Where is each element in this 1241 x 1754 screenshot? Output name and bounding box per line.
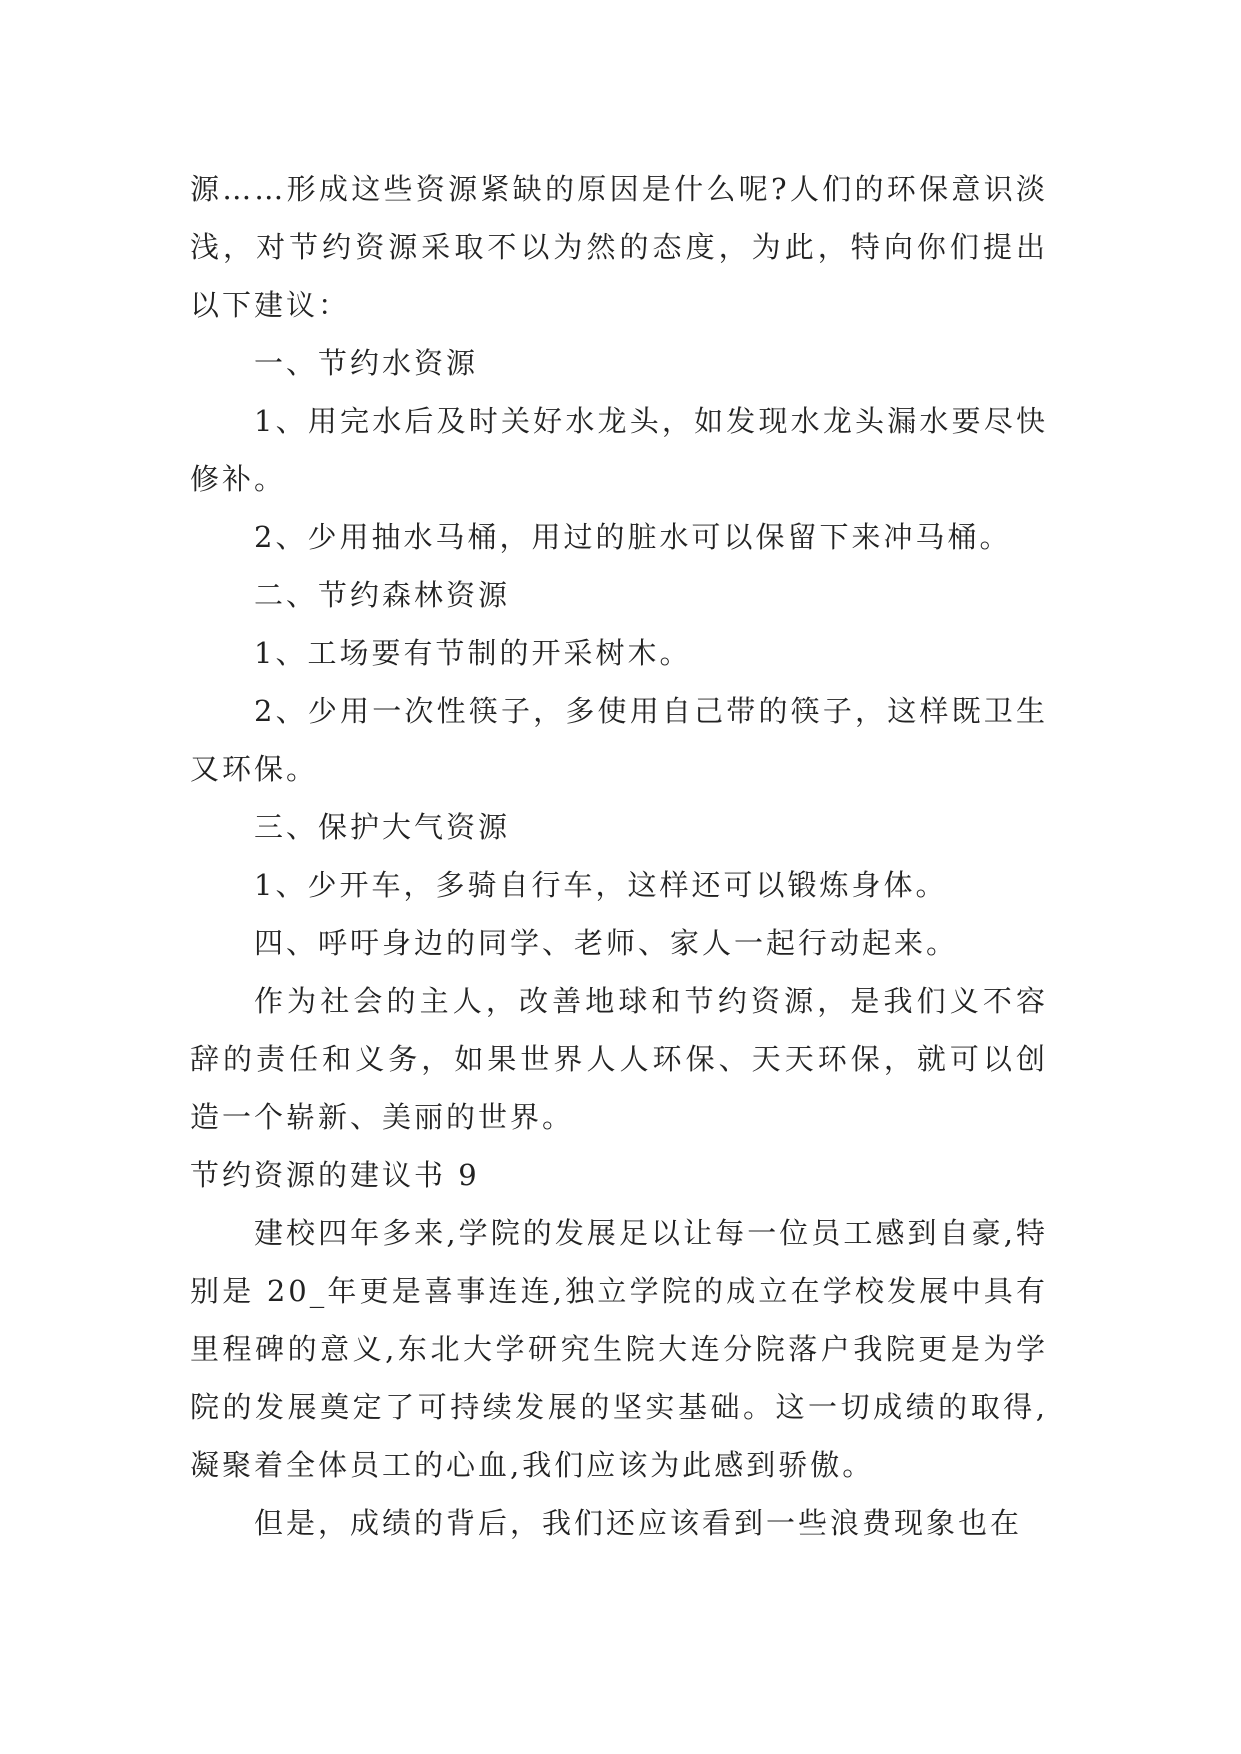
list-item-water-1: 1、用完水后及时关好水龙头，如发现水龙头漏水要尽快修补。 — [190, 404, 1048, 496]
list-item-water-2: 2、少用抽水马桶，用过的脏水可以保留下来冲马桶。 — [254, 520, 1012, 554]
document-title: 节约资源的建议书 9 — [190, 1158, 480, 1192]
section-heading-forest: 二、节约森林资源 — [254, 578, 511, 612]
list-item-forest-1: 1、工场要有节制的开采树木。 — [254, 636, 692, 670]
list-item-air-1: 1、少开车，多骑自行车，这样还可以锻炼身体。 — [254, 868, 948, 902]
section-heading-water: 一、节约水资源 — [254, 346, 479, 380]
section-heading-call-to-action: 四、呼吁身边的同学、老师、家人一起行动起来。 — [254, 926, 959, 960]
paragraph-intro: 源……形成这些资源紧缺的原因是什么呢?人们的环保意识淡浅，对节约资源采取不以为然的态度，为此，特向你们提出以下建议： — [190, 172, 1048, 322]
document-body — [190, 160, 1048, 1552]
paragraph-achievements: 建校四年多来,学院的发展足以让每一位员工感到自豪,特别是 20_年更是喜事连连,独立学院的成立在学校发展中具有里程碑的意义,东北大学研究生院大连分院落户我院更是为学院的发展奠定了可持续发展的坚实基础。这一切成绩的取得,凝聚着全体员工的心血,我们应该为此感到骄傲。 — [190, 1216, 1048, 1482]
paragraph-waste: 但是，成绩的背后，我们还应该看到一些浪费现象也在 — [254, 1506, 1023, 1540]
paragraph-conclusion: 作为社会的主人，改善地球和节约资源，是我们义不容辞的责任和义务，如果世界人人环保、天天环保，就可以创造一个崭新、美丽的世界。 — [190, 984, 1048, 1134]
list-item-forest-2: 2、少用一次性筷子，多使用自己带的筷子，这样既卫生又环保。 — [190, 694, 1048, 786]
section-heading-air: 三、保护大气资源 — [254, 810, 511, 844]
